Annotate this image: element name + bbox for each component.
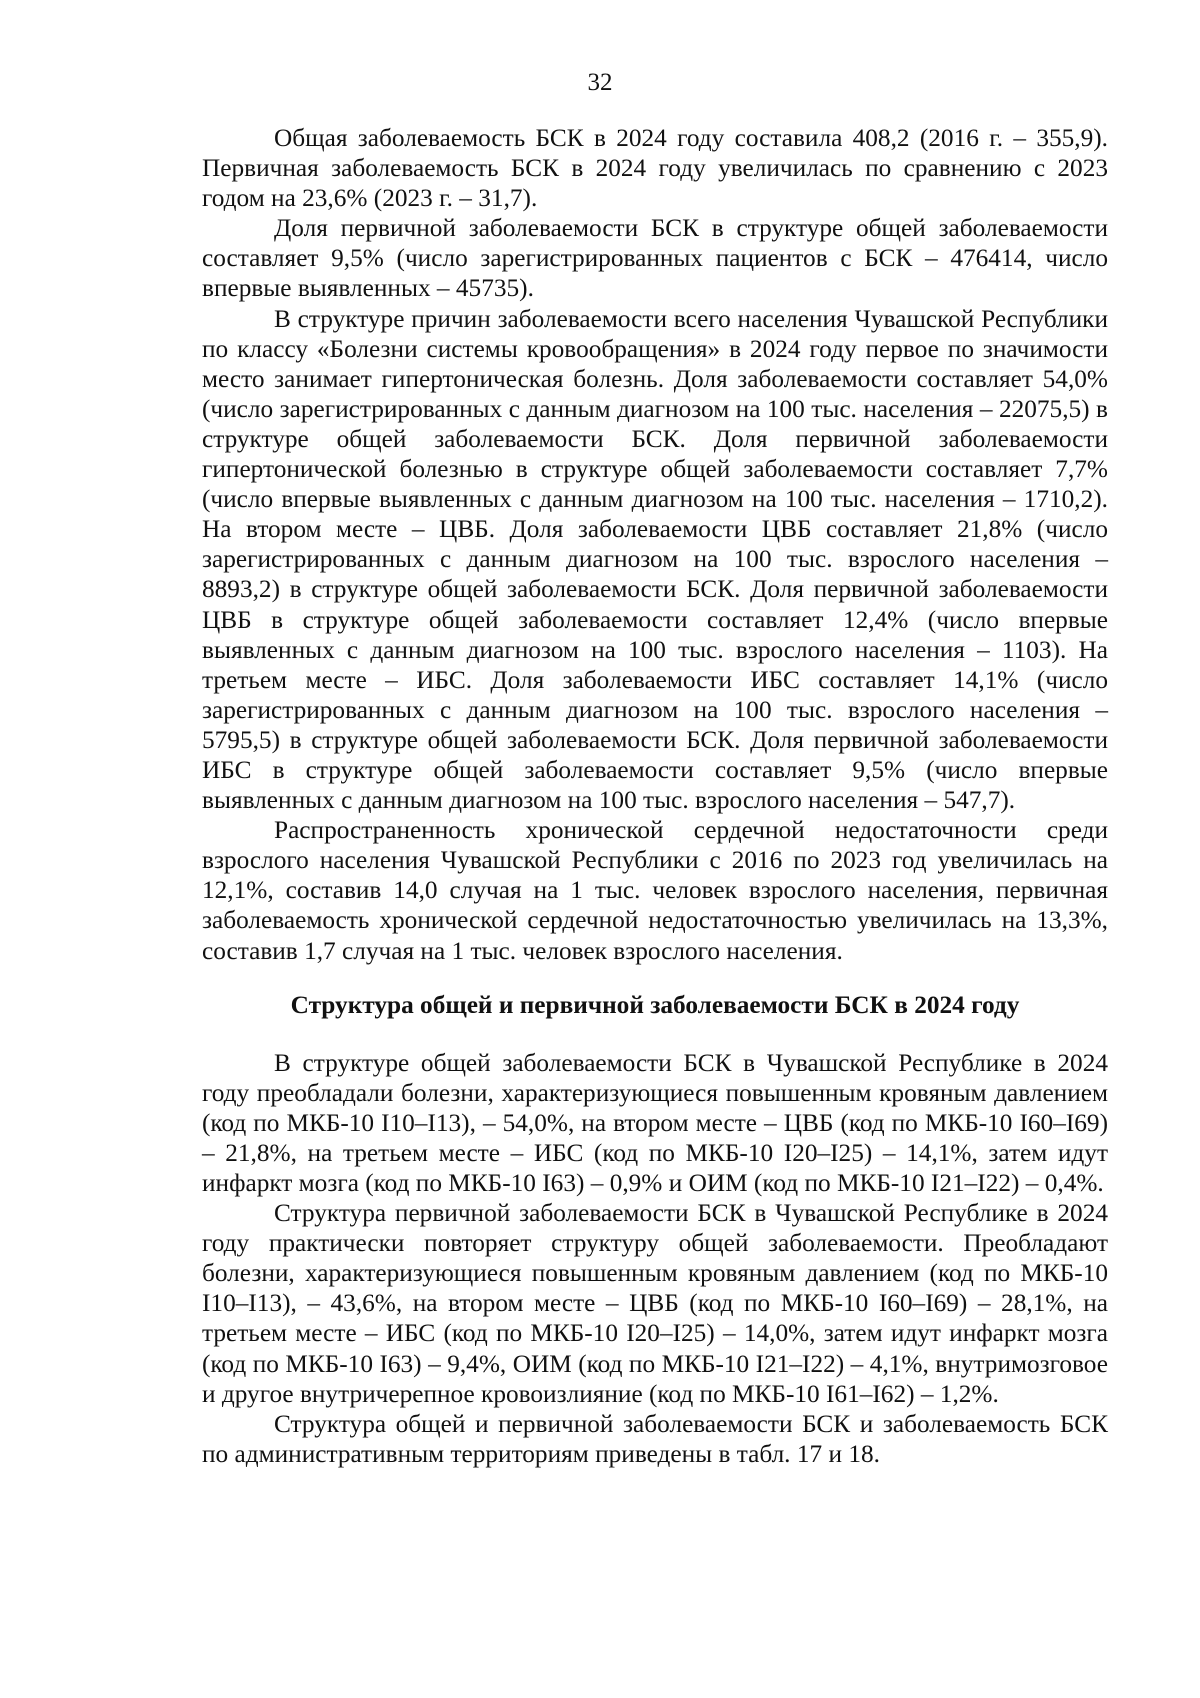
paragraph-table-reference: Структура общей и первичной заболеваемости БСК и заболеваемость БСК по административным территориям приведены в табл. 17 и 18.: [202, 1409, 1108, 1468]
paragraph-morbidity-causes: В структуре причин заболеваемости всего населения Чувашской Республики по классу «Болезни системы кровообращения» в 2024 году первое по значимости место занимает гипертоническая болезнь. Доля заболеваемости составляет 54,0% (число зарегистрированных с данным диагнозом на 100 тыс. населения – 22075,5) в структуре общей заболеваемости БСК. Доля первичной заболеваемости гипертонической болезнью в структуре общей заболеваемости составляет 7,7% (число впервые выявленных с данным диагнозом на 100 тыс. населения – 1710,2). На втором месте – ЦВБ. Доля заболеваемости ЦВБ составляет 21,8% (число зарегистрированных с данным диагнозом на 100 тыс. взрослого населения – 8893,2) в структуре общей заболеваемости БСК. Доля первичной заболеваемости ЦВБ в структуре общей заболеваемости составляет 12,4% (число впервые выявленных с данным диагнозом на 100 тыс. взрослого населения – 1103). На третьем месте – ИБС. Доля заболеваемости ИБС составляет 14,1% (число зарегистрированных с данным диагнозом на 100 тыс. взрослого населения – 5795,5) в структуре общей заболеваемости БСК. Доля первичной заболеваемости ИБС в структуре общей заболеваемости составляет 9,5% (число впервые выявленных с данным диагнозом на 100 тыс. взрослого населения – 547,7).: [202, 304, 1108, 815]
section-heading: Структура общей и первичной заболеваемости БСК в 2024 году: [290, 990, 1020, 1019]
page-number: 32: [587, 69, 613, 96]
paragraph-primary-share: Доля первичной заболеваемости БСК в структуре общей заболеваемости составляет 9,5% (число зарегистрированных пациентов с БСК – 476414, число впервые выявленных – 45735).: [202, 214, 1108, 303]
paragraph-general-structure: В структуре общей заболеваемости БСК в Чувашской Республике в 2024 году преобладали болезни, характеризующиеся повышенным кровяным давлением (код по МКБ-10 I10–I13), – 54,0%, на втором месте – ЦВБ (код по МКБ-10 I60–I69) – 21,8%, на третьем месте – ИБС (код по МКБ-10 I20–I25) – 14,1%, затем идут инфаркт мозга (код по МКБ-10 I63) – 0,9% и ОИМ (код по МКБ-10 I21–I22) – 0,4%.: [202, 1048, 1108, 1197]
paragraph-general-morbidity: Общая заболеваемость БСК в 2024 году составила 408,2 (2016 г. – 355,9). Первичная заболеваемость БСК в 2024 году увеличилась по сравнению с 2023 годом на 23,6% (2023 г. – 31,7).: [202, 124, 1108, 213]
paragraph-primary-structure: Структура первичной заболеваемости БСК в Чувашской Республике в 2024 году практически повторяет структуру общей заболеваемости. Преобладают болезни, характеризующиеся повышенным кровяным давлением (код по МКБ-10 I10–I13), – 43,6%, на втором месте – ЦВБ (код по МКБ-10 I60–I69) – 28,1%, на третьем месте – ИБС (код по МКБ-10 I20–I25) – 14,0%, затем идут инфаркт мозга (код по МКБ-10 I63) – 9,4%, ОИМ (код по МКБ-10 I21–I22) – 4,1%, внутримозговое и другое внутричерепное кровоизлияние (код по МКБ-10 I61–I62) – 1,2%.: [202, 1199, 1108, 1408]
paragraph-heart-failure: Распространенность хронической сердечной недостаточности среди взрослого населения Чувашской Республики с 2016 по 2023 год увеличилась на 12,1%, составив 14,0 случая на 1 тыс. человек взрослого населения, первичная заболеваемость хронической сердечной недостаточностью увеличилась на 13,3%, составив 1,7 случая на 1 тыс. человек взрослого населения.: [202, 816, 1108, 965]
document-body: [202, 123, 1108, 1469]
